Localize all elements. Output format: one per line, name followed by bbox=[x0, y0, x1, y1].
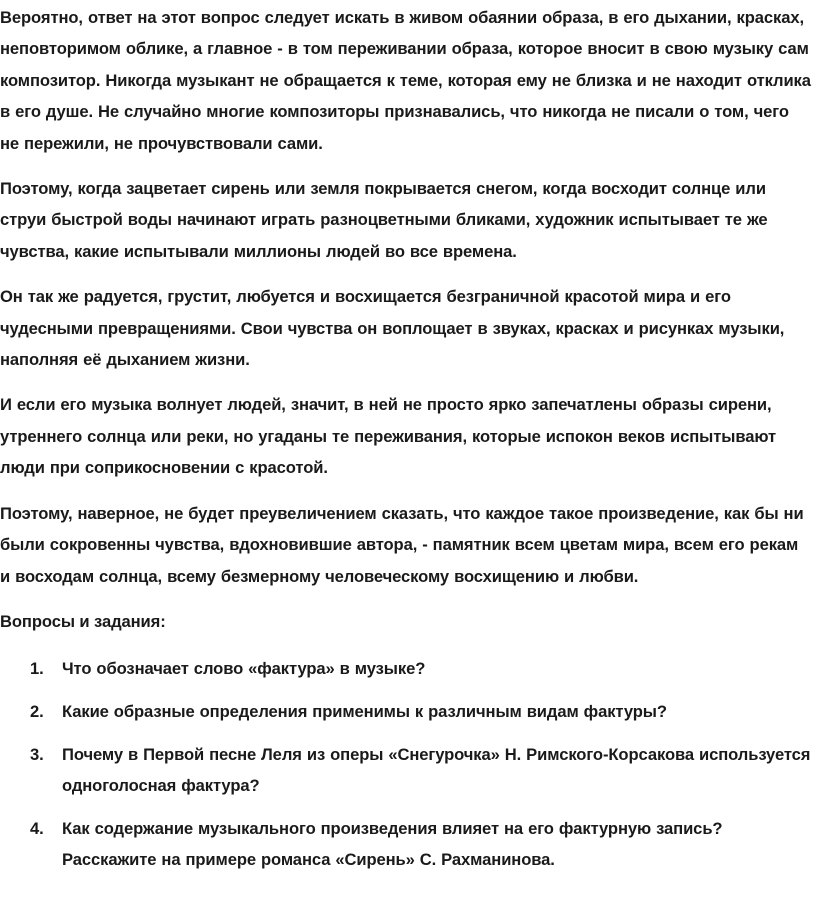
question-text: Как содержание музыкального произведения влияет на его фактурную запись? Расскажите на примере романса «Сирень» С. Рахманинова. bbox=[62, 818, 723, 869]
questions-list bbox=[0, 653, 812, 875]
question-item bbox=[0, 653, 812, 684]
question-number: 3. bbox=[30, 744, 44, 764]
paragraph: И если его музыка волнует людей, значит, в ней не просто ярко запечатлены образы сирени, утреннего солнца или реки, но угаданы те переживания, которые испокон веков испытывают люди при соприкосновении с красотой. bbox=[0, 395, 777, 478]
question-item bbox=[0, 813, 812, 875]
question-item bbox=[0, 739, 812, 801]
question-number: 4. bbox=[30, 818, 44, 838]
question-item bbox=[0, 696, 812, 727]
question-number: 1. bbox=[30, 658, 44, 678]
paragraph: Он так же радуется, грустит, любуется и восхищается безграничной красотой мира и его чудесными превращениями. Свои чувства он воплощает в звуках, красках и рисунках музыки, наполняя её дыханием жизни. bbox=[0, 287, 785, 370]
paragraph: Вероятно, ответ на этот вопрос следует искать в живом обаянии образа, в его дыхании, красках, неповторимом облике, а главное - в том переживании образа, которое вносит в свою музыку сам композитор. Никогда музыкант не обращается к теме, которая ему не близка и не находит отклика в его душе. Не случайно многие композиторы признавались, что никогда не писали о том, чего не пережили, не прочувствовали сами. bbox=[0, 8, 811, 153]
paragraph: Поэтому, наверное, не будет преувеличением сказать, что каждое такое произведение, как бы ни были сокровенны чувства, вдохновившие автора, - памятник всем цветам мира, всем его рекам и восходам солнца, всему безмерному человеческому восхищению и любви. bbox=[0, 503, 804, 586]
questions-heading: Вопросы и задания: bbox=[0, 611, 166, 631]
question-text: Какие образные определения применимы к различным видам фактуры? bbox=[62, 701, 667, 721]
question-number: 2. bbox=[30, 701, 44, 721]
question-text: Почему в Первой песне Леля из оперы «Снегурочка» Н. Римского-Корсакова используется одноголосная фактура? bbox=[62, 744, 811, 795]
paragraph: Поэтому, когда зацветает сирень или земля покрывается снегом, когда восходит солнце или струи быстрой воды начинают играть разноцветными бликами, художник испытывает те же чувства, какие испытывали миллионы людей во все времена. bbox=[0, 179, 768, 261]
question-text: Что обозначает слово «фактура» в музыке? bbox=[62, 658, 426, 678]
